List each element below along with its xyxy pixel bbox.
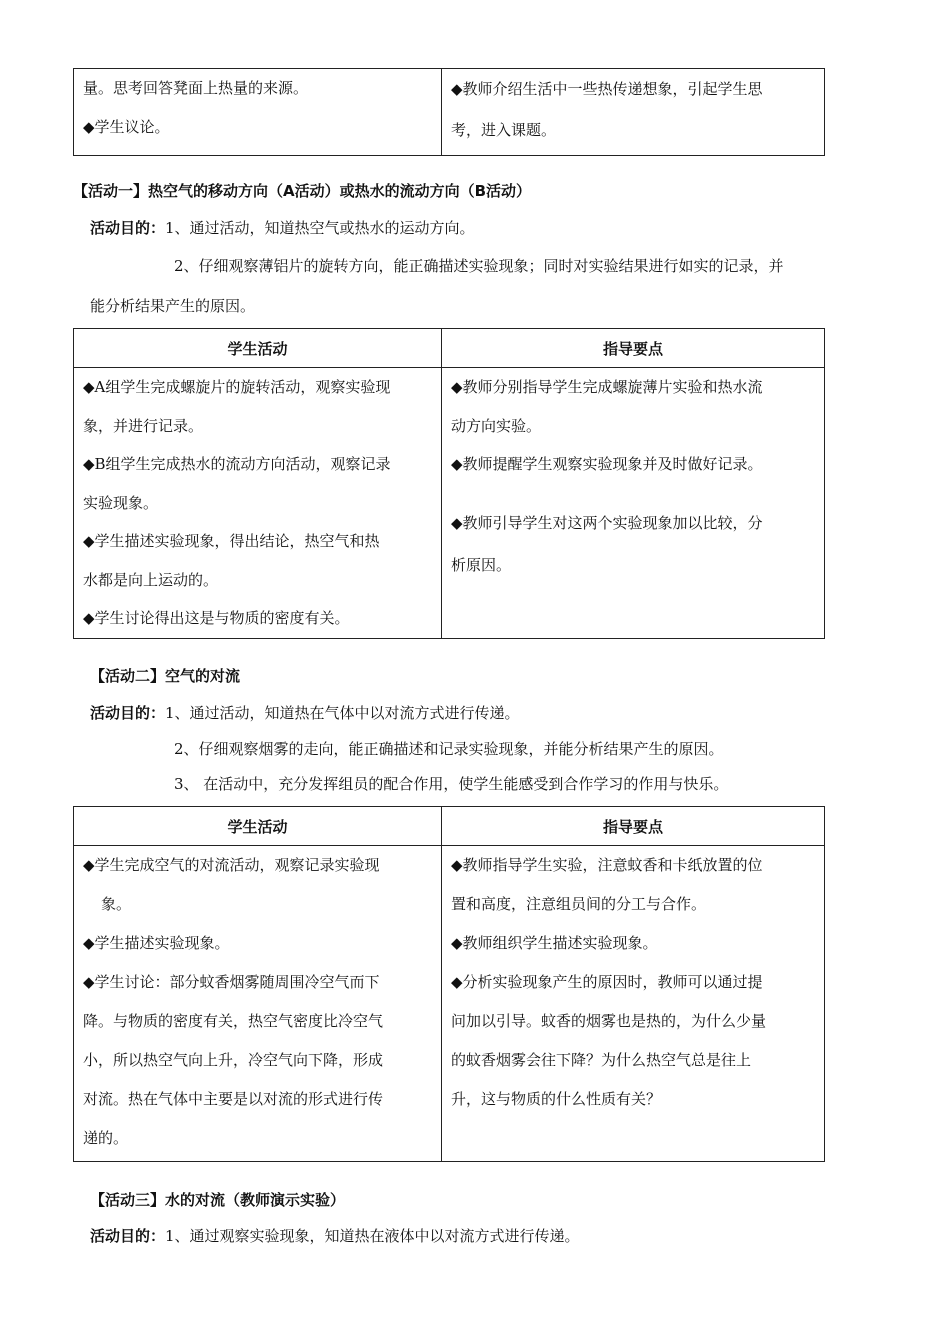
- student-line: ◆学生讨论得出这是与物质的密度有关。: [83, 609, 350, 627]
- activity1-table: [73, 328, 825, 639]
- activity1-purpose-2: 2、仔细观察薄铝片的旋转方向，能正确描述实验现象；同时对实验结果进行如实的记录，并: [174, 257, 784, 275]
- activity2-purpose-2: 2、仔细观察烟雾的走向，能正确描述和记录实验现象，并能分析结果产生的原因。: [174, 740, 724, 758]
- guide-line: 问加以引导。蚊香的烟雾也是热的，为什么少量: [451, 1012, 767, 1030]
- guide-line: 的蚊香烟雾会往下降？为什么热空气总是往上: [451, 1051, 752, 1069]
- intro-guide-line: ◆教师介绍生活中一些热传递想象，引起学生思: [451, 80, 763, 98]
- activity1-guide-cell: [442, 368, 825, 639]
- activity2-table: [73, 806, 825, 1162]
- activity1-student-cell: [74, 368, 442, 639]
- student-line: 递的。: [83, 1129, 129, 1147]
- activity1-purpose-2b: 能分析结果产生的原因。: [90, 297, 256, 315]
- student-line: 象，并进行记录。: [83, 416, 204, 435]
- purpose-label: 活动目的：: [90, 1227, 166, 1245]
- purpose-label: 活动目的：: [90, 219, 166, 237]
- guide-line: ◆教师分别指导学生完成螺旋薄片实验和热水流: [451, 378, 763, 396]
- intro-guide-cell: [442, 69, 825, 156]
- activity2-guide-cell: [442, 846, 825, 1162]
- student-line: ◆B组学生完成热水的流动方向活动，观察记录: [83, 455, 391, 473]
- intro-table: [73, 68, 825, 156]
- student-line: 降。与物质的密度有关，热空气密度比冷空气: [83, 1012, 384, 1030]
- activity2-purpose-3: 3、 在活动中，充分发挥组员的配合作用，使学生能感受到合作学习的作用与快乐。: [174, 775, 729, 793]
- intro-student-cell: [74, 69, 442, 156]
- header-student-activity: 学生活动: [74, 329, 442, 368]
- student-line: 小，所以热空气向上升，冷空气向下降，形成: [83, 1051, 384, 1069]
- activity2-student-cell: [74, 846, 442, 1162]
- purpose-label: 活动目的：: [90, 704, 166, 722]
- student-line: ◆学生完成空气的对流活动，观察记录实验现: [83, 856, 380, 874]
- guide-line: 置和高度，注意组员间的分工与合作。: [451, 895, 707, 913]
- guide-line: ◆教师组织学生描述实验现象。: [451, 934, 658, 952]
- purpose-text: 1、通过观察实验现象，知道热在液体中以对流方式进行传递。: [165, 1227, 580, 1245]
- activity3-purpose-1: [90, 1225, 580, 1246]
- guide-line: ◆分析实验现象产生的原因时，教师可以通过提: [451, 973, 763, 991]
- activity2-purpose-1: [90, 702, 520, 723]
- guide-line: ◆教师提醒学生观察实验现象并及时做好记录。: [451, 455, 763, 473]
- guide-line: ◆教师指导学生实验，注意蚊香和卡纸放置的位: [451, 856, 763, 874]
- student-line: ◆学生描述实验现象，得出结论，热空气和热: [83, 532, 380, 550]
- activity1-purpose-1: [90, 217, 475, 238]
- intro-student-line: ◆学生议论。: [83, 117, 170, 136]
- purpose-text: 1、通过活动，知道热空气或热水的运动方向。: [165, 219, 475, 237]
- activity3-heading: 【活动三】水的对流（教师演示实验）: [90, 1191, 346, 1209]
- guide-line: 动方向实验。: [451, 416, 542, 435]
- intro-guide-line: 考，进入课题。: [451, 121, 557, 139]
- student-line: ◆学生描述实验现象。: [83, 934, 230, 952]
- student-line: 象。: [101, 895, 132, 913]
- purpose-text: 1、通过活动，知道热在气体中以对流方式进行传递。: [165, 704, 520, 722]
- guide-line: 析原因。: [451, 555, 512, 574]
- student-line: 水都是向上运动的。: [83, 570, 219, 589]
- header-guidance: 指导要点: [442, 329, 825, 368]
- student-line: 实验现象。: [83, 493, 159, 512]
- header-student-activity: 学生活动: [74, 807, 442, 846]
- student-line: ◆A组学生完成螺旋片的旋转活动，观察实验现: [83, 378, 391, 396]
- activity1-heading: 【活动一】热空气的移动方向（A活动）或热水的流动方向（B活动）: [73, 182, 532, 200]
- intro-student-line: 量。思考回答凳面上热量的来源。: [83, 79, 309, 97]
- guide-line: 升，这与物质的什么性质有关？: [451, 1090, 662, 1108]
- guide-line: ◆教师引导学生对这两个实验现象加以比较，分: [451, 513, 763, 532]
- student-line: ◆学生讨论：部分蚊香烟雾随周围冷空气而下: [83, 973, 380, 991]
- header-guidance: 指导要点: [442, 807, 825, 846]
- activity2-heading: 【活动二】空气的对流: [90, 667, 241, 685]
- student-line: 对流。热在气体中主要是以对流的形式进行传: [83, 1090, 384, 1108]
